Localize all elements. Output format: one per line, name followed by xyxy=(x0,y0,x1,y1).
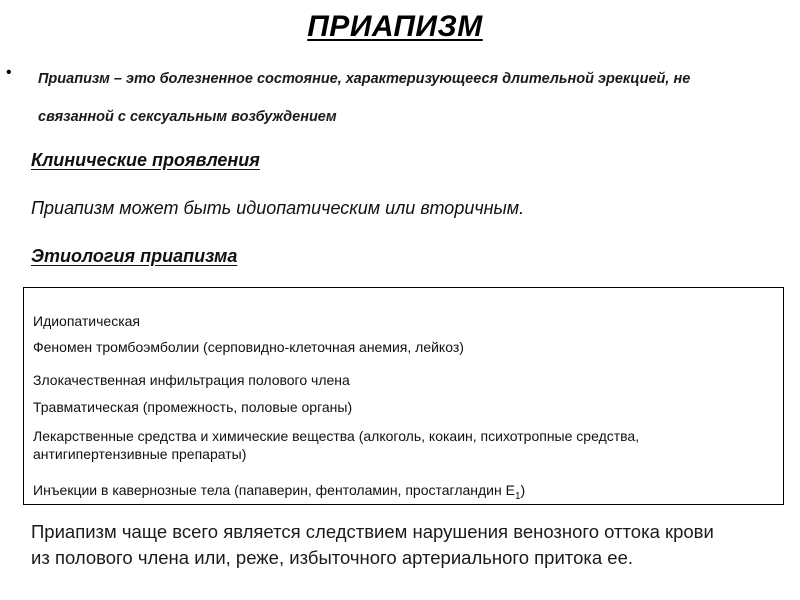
definition-text xyxy=(38,60,768,136)
subscript-one: 1 xyxy=(514,490,521,502)
bullet-icon: • xyxy=(6,64,12,81)
definition-line-1: Приапизм – это болезненное состояние, характеризующееся длительной эрекцией, не xyxy=(38,71,691,87)
etiology-item-drugs-line-2: антигипертензивные препараты) xyxy=(33,446,247,462)
clinical-heading: Клинические проявления xyxy=(31,150,260,170)
etiology-heading: Этиология приапизма xyxy=(31,246,238,266)
clinical-statement: Приапизм может быть идиопатическим или вторичным. xyxy=(31,198,525,218)
conclusion-paragraph xyxy=(31,519,791,571)
etiology-item-thromboembolism: Феномен тромбоэмболии (серповидно-клеточная анемия, лейкоз) xyxy=(33,339,464,355)
etiology-item-injections xyxy=(33,481,753,506)
etiology-item-injections-text: Инъекции в кавернозные тела (папаверин, фентоламин, простагландин Е xyxy=(33,482,515,498)
conclusion-line-2: из полового члена или, реже, избыточного артериального притока ее. xyxy=(31,547,633,568)
etiology-item-drugs-line-1: Лекарственные средства и химические вещества (алкоголь, кокаин, психотропные средства, xyxy=(33,428,640,444)
etiology-table xyxy=(23,287,784,505)
etiology-item-drugs xyxy=(33,427,753,463)
closing-paren: ) xyxy=(520,482,526,498)
etiology-item-malignant: Злокачественная инфильтрация полового члена xyxy=(33,372,350,388)
etiology-item-traumatic: Травматическая (промежность, половые органы) xyxy=(33,399,353,415)
etiology-item-idiopathic: Идиопатическая xyxy=(33,313,141,329)
definition-line-2: связанной с сексуальным возбуждением xyxy=(38,109,337,125)
conclusion-line-1: Приапизм чаще всего является следствием нарушения венозного оттока крови xyxy=(31,521,714,542)
page-title: ПРИАПИЗМ xyxy=(307,10,483,43)
